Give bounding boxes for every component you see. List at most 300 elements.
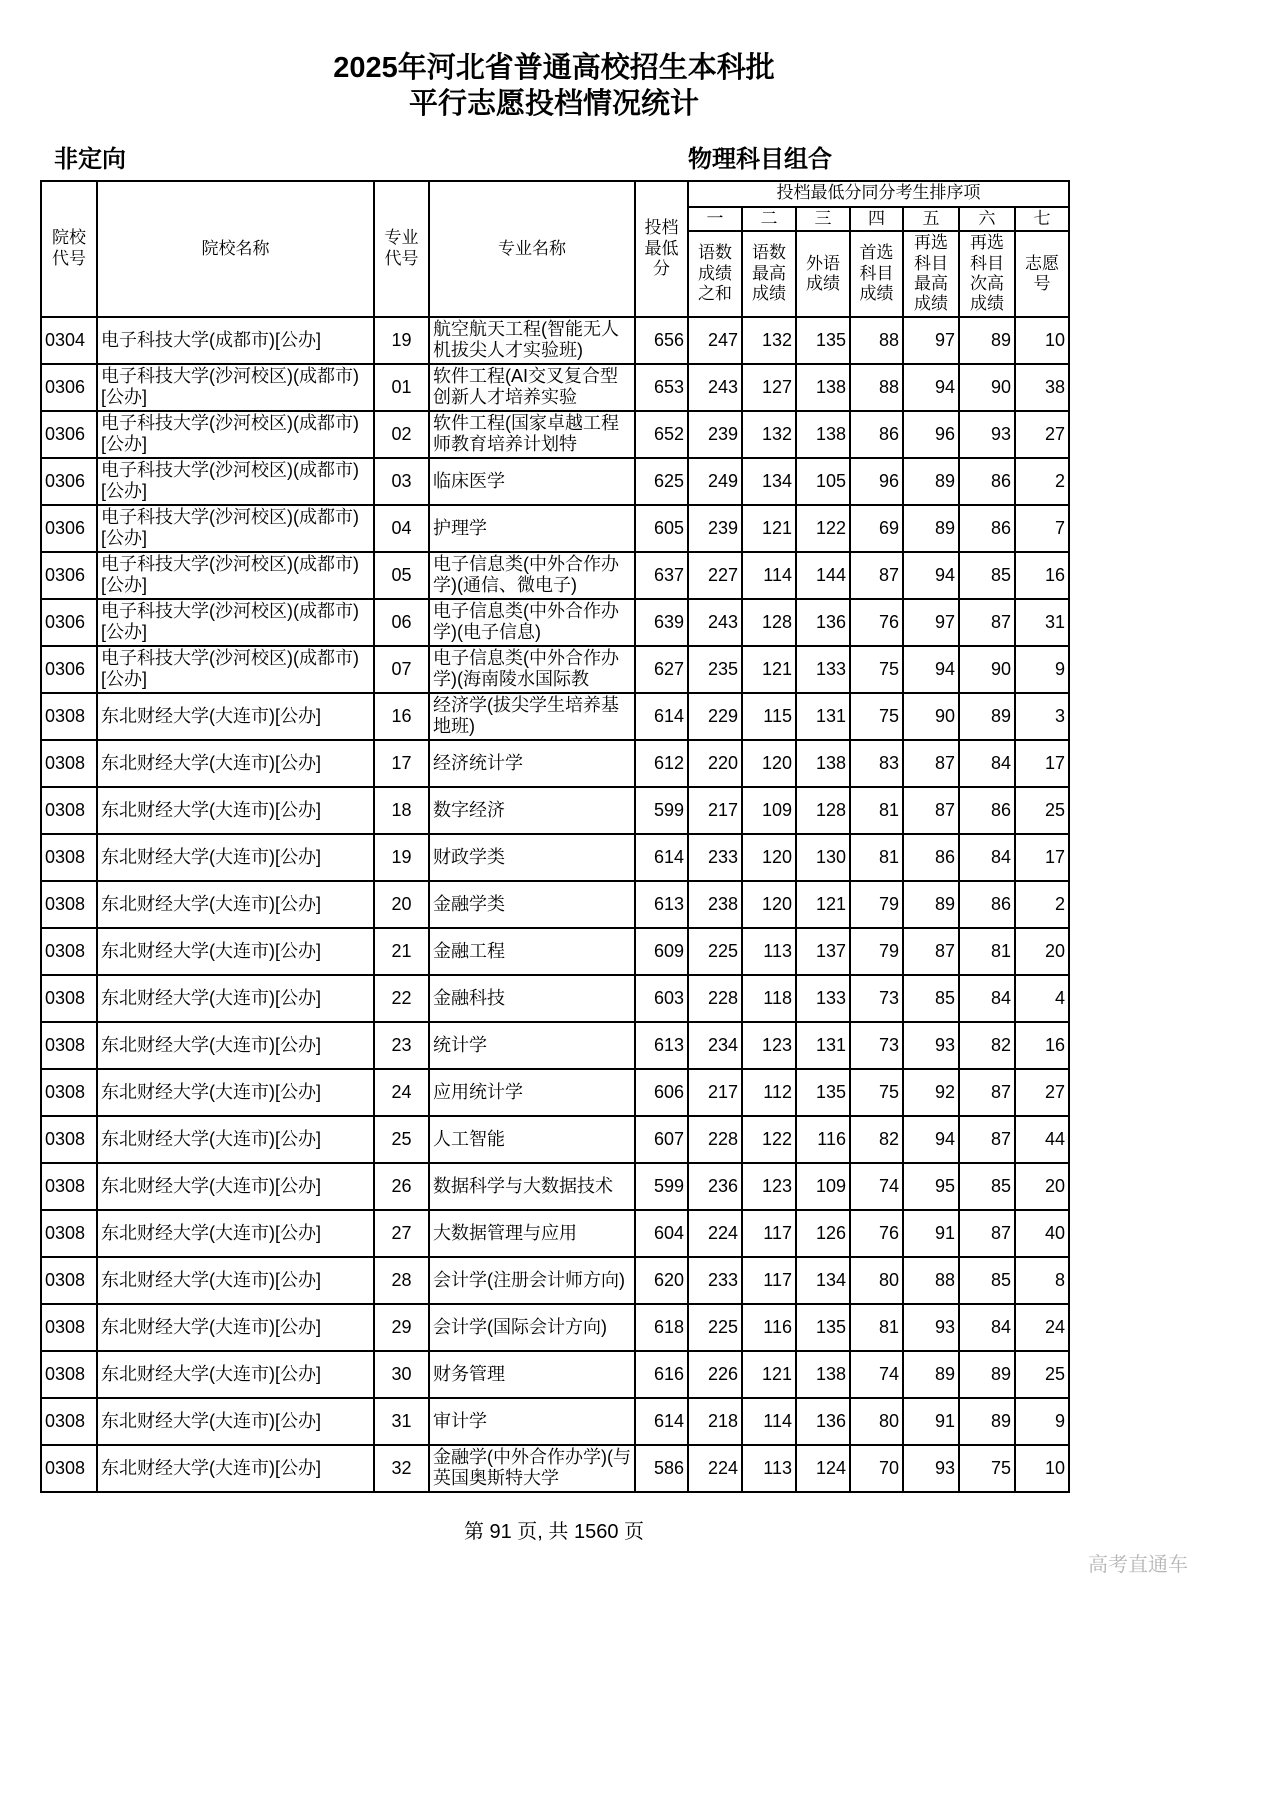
header-tiebreak-label-1: 语数成绩之和 bbox=[688, 231, 742, 317]
tiebreak-reselect-second-cell: 81 bbox=[959, 928, 1015, 975]
college-code-cell: 0308 bbox=[41, 1398, 97, 1445]
college-name-cell: 东北财经大学(大连市)[公办] bbox=[97, 1445, 374, 1492]
min-score-cell: 604 bbox=[635, 1210, 688, 1257]
tiebreak-foreign-lang-cell: 124 bbox=[796, 1445, 850, 1492]
tiebreak-reselect-max-cell: 96 bbox=[903, 411, 959, 458]
major-code-cell: 26 bbox=[374, 1163, 429, 1210]
tiebreak-max-cn-math-cell: 109 bbox=[742, 787, 796, 834]
tiebreak-reselect-max-cell: 93 bbox=[903, 1304, 959, 1351]
min-score-cell: 613 bbox=[635, 881, 688, 928]
college-code-cell: 0308 bbox=[41, 834, 97, 881]
table-row bbox=[41, 364, 1069, 411]
tiebreak-sum-cn-math-cell: 225 bbox=[688, 1304, 742, 1351]
volunteer-number-cell: 7 bbox=[1015, 505, 1069, 552]
section-label-physics-combo: 物理科目组合 bbox=[688, 145, 832, 173]
tiebreak-sum-cn-math-cell: 228 bbox=[688, 1116, 742, 1163]
major-name-cell: 数据科学与大数据技术 bbox=[429, 1163, 635, 1210]
min-score-cell: 599 bbox=[635, 787, 688, 834]
tiebreak-foreign-lang-cell: 136 bbox=[796, 1398, 850, 1445]
major-code-cell: 21 bbox=[374, 928, 429, 975]
major-name-cell: 财务管理 bbox=[429, 1351, 635, 1398]
college-code-cell: 0308 bbox=[41, 1116, 97, 1163]
min-score-cell: 656 bbox=[635, 317, 688, 364]
tiebreak-max-cn-math-cell: 112 bbox=[742, 1069, 796, 1116]
major-name-cell: 审计学 bbox=[429, 1398, 635, 1445]
tiebreak-foreign-lang-cell: 126 bbox=[796, 1210, 850, 1257]
volunteer-number-cell: 17 bbox=[1015, 834, 1069, 881]
tiebreak-first-subject-cell: 81 bbox=[850, 787, 903, 834]
min-score-cell: 614 bbox=[635, 693, 688, 740]
section-label-nondirectional: 非定向 bbox=[54, 145, 126, 173]
tiebreak-first-subject-cell: 76 bbox=[850, 1210, 903, 1257]
tiebreak-reselect-second-cell: 89 bbox=[959, 693, 1015, 740]
college-name-cell: 电子科技大学(沙河校区)(成都市)[公办] bbox=[97, 646, 374, 693]
tiebreak-first-subject-cell: 75 bbox=[850, 693, 903, 740]
header-tiebreak-number-1: 一 bbox=[688, 207, 742, 231]
tiebreak-sum-cn-math-cell: 247 bbox=[688, 317, 742, 364]
table-row bbox=[41, 787, 1069, 834]
tiebreak-reselect-max-cell: 87 bbox=[903, 787, 959, 834]
major-code-cell: 07 bbox=[374, 646, 429, 693]
tiebreak-sum-cn-math-cell: 249 bbox=[688, 458, 742, 505]
tiebreak-first-subject-cell: 83 bbox=[850, 740, 903, 787]
major-code-cell: 20 bbox=[374, 881, 429, 928]
tiebreak-reselect-max-cell: 87 bbox=[903, 928, 959, 975]
volunteer-number-cell: 20 bbox=[1015, 1163, 1069, 1210]
tiebreak-reselect-max-cell: 85 bbox=[903, 975, 959, 1022]
tiebreak-max-cn-math-cell: 132 bbox=[742, 317, 796, 364]
tiebreak-foreign-lang-cell: 121 bbox=[796, 881, 850, 928]
tiebreak-sum-cn-math-cell: 235 bbox=[688, 646, 742, 693]
min-score-cell: 625 bbox=[635, 458, 688, 505]
college-name-cell: 电子科技大学(沙河校区)(成都市)[公办] bbox=[97, 364, 374, 411]
tiebreak-sum-cn-math-cell: 228 bbox=[688, 975, 742, 1022]
college-name-cell: 东北财经大学(大连市)[公办] bbox=[97, 1163, 374, 1210]
min-score-cell: 653 bbox=[635, 364, 688, 411]
tiebreak-max-cn-math-cell: 116 bbox=[742, 1304, 796, 1351]
college-code-cell: 0306 bbox=[41, 411, 97, 458]
college-name-cell: 电子科技大学(沙河校区)(成都市)[公办] bbox=[97, 552, 374, 599]
college-code-cell: 0306 bbox=[41, 364, 97, 411]
volunteer-number-cell: 2 bbox=[1015, 881, 1069, 928]
tiebreak-reselect-second-cell: 82 bbox=[959, 1022, 1015, 1069]
tiebreak-reselect-second-cell: 93 bbox=[959, 411, 1015, 458]
tiebreak-sum-cn-math-cell: 218 bbox=[688, 1398, 742, 1445]
tiebreak-reselect-max-cell: 94 bbox=[903, 552, 959, 599]
min-score-cell: 613 bbox=[635, 1022, 688, 1069]
watermark: 高考直通车 bbox=[1088, 1554, 1188, 1576]
tiebreak-first-subject-cell: 75 bbox=[850, 1069, 903, 1116]
tiebreak-foreign-lang-cell: 137 bbox=[796, 928, 850, 975]
volunteer-number-cell: 31 bbox=[1015, 599, 1069, 646]
tiebreak-first-subject-cell: 79 bbox=[850, 928, 903, 975]
table-row bbox=[41, 1257, 1069, 1304]
table-row bbox=[41, 928, 1069, 975]
tiebreak-max-cn-math-cell: 117 bbox=[742, 1210, 796, 1257]
college-name-cell: 东北财经大学(大连市)[公办] bbox=[97, 834, 374, 881]
major-code-cell: 06 bbox=[374, 599, 429, 646]
college-code-cell: 0308 bbox=[41, 1351, 97, 1398]
major-code-cell: 19 bbox=[374, 834, 429, 881]
tiebreak-first-subject-cell: 76 bbox=[850, 599, 903, 646]
header-tiebreak-number-6: 六 bbox=[959, 207, 1015, 231]
tiebreak-reselect-second-cell: 84 bbox=[959, 740, 1015, 787]
tiebreak-foreign-lang-cell: 131 bbox=[796, 693, 850, 740]
page-title-line1: 2025年河北省普通高校招生本科批 bbox=[333, 52, 775, 84]
major-code-cell: 19 bbox=[374, 317, 429, 364]
tiebreak-reselect-max-cell: 89 bbox=[903, 458, 959, 505]
table-row bbox=[41, 1398, 1069, 1445]
header-major-code: 专业代号 bbox=[374, 181, 429, 317]
page-title-line2: 平行志愿投档情况统计 bbox=[408, 88, 699, 121]
college-name-cell: 电子科技大学(沙河校区)(成都市)[公办] bbox=[97, 458, 374, 505]
tiebreak-max-cn-math-cell: 120 bbox=[742, 834, 796, 881]
page-number-info: 第 91 页, 共 1560 页 bbox=[463, 1520, 645, 1543]
college-code-cell: 0308 bbox=[41, 1069, 97, 1116]
header-tiebreak-label-3: 外语成绩 bbox=[796, 231, 850, 317]
tiebreak-foreign-lang-cell: 122 bbox=[796, 505, 850, 552]
tiebreak-first-subject-cell: 75 bbox=[850, 646, 903, 693]
volunteer-number-cell: 25 bbox=[1015, 787, 1069, 834]
college-code-cell: 0306 bbox=[41, 505, 97, 552]
tiebreak-max-cn-math-cell: 115 bbox=[742, 693, 796, 740]
volunteer-number-cell: 24 bbox=[1015, 1304, 1069, 1351]
major-name-cell: 财政学类 bbox=[429, 834, 635, 881]
tiebreak-reselect-second-cell: 90 bbox=[959, 364, 1015, 411]
tiebreak-reselect-max-cell: 89 bbox=[903, 881, 959, 928]
tiebreak-reselect-max-cell: 89 bbox=[903, 1351, 959, 1398]
tiebreak-foreign-lang-cell: 128 bbox=[796, 787, 850, 834]
tiebreak-reselect-max-cell: 87 bbox=[903, 740, 959, 787]
college-code-cell: 0304 bbox=[41, 317, 97, 364]
college-name-cell: 东北财经大学(大连市)[公办] bbox=[97, 693, 374, 740]
tiebreak-max-cn-math-cell: 134 bbox=[742, 458, 796, 505]
tiebreak-max-cn-math-cell: 123 bbox=[742, 1163, 796, 1210]
college-code-cell: 0308 bbox=[41, 693, 97, 740]
major-code-cell: 16 bbox=[374, 693, 429, 740]
table-row bbox=[41, 505, 1069, 552]
college-code-cell: 0308 bbox=[41, 928, 97, 975]
tiebreak-sum-cn-math-cell: 239 bbox=[688, 411, 742, 458]
table-row bbox=[41, 599, 1069, 646]
tiebreak-reselect-second-cell: 86 bbox=[959, 505, 1015, 552]
college-name-cell: 东北财经大学(大连市)[公办] bbox=[97, 1257, 374, 1304]
header-tiebreak-number-7: 七 bbox=[1015, 207, 1069, 231]
major-code-cell: 18 bbox=[374, 787, 429, 834]
tiebreak-sum-cn-math-cell: 234 bbox=[688, 1022, 742, 1069]
tiebreak-sum-cn-math-cell: 217 bbox=[688, 787, 742, 834]
header-tiebreak-label-7: 志愿号 bbox=[1015, 231, 1069, 317]
major-code-cell: 23 bbox=[374, 1022, 429, 1069]
header-tiebreak-number-5: 五 bbox=[903, 207, 959, 231]
volunteer-number-cell: 17 bbox=[1015, 740, 1069, 787]
college-name-cell: 东北财经大学(大连市)[公办] bbox=[97, 881, 374, 928]
major-code-cell: 03 bbox=[374, 458, 429, 505]
tiebreak-first-subject-cell: 81 bbox=[850, 1304, 903, 1351]
table-row bbox=[41, 411, 1069, 458]
college-name-cell: 电子科技大学(沙河校区)(成都市)[公办] bbox=[97, 411, 374, 458]
tiebreak-foreign-lang-cell: 116 bbox=[796, 1116, 850, 1163]
major-code-cell: 01 bbox=[374, 364, 429, 411]
major-code-cell: 17 bbox=[374, 740, 429, 787]
tiebreak-foreign-lang-cell: 133 bbox=[796, 975, 850, 1022]
table-row bbox=[41, 693, 1069, 740]
min-score-cell: 606 bbox=[635, 1069, 688, 1116]
header-tiebreak-group: 投档最低分同分考生排序项 bbox=[688, 181, 1069, 207]
college-code-cell: 0308 bbox=[41, 1022, 97, 1069]
college-code-cell: 0308 bbox=[41, 1445, 97, 1492]
tiebreak-reselect-second-cell: 85 bbox=[959, 1257, 1015, 1304]
college-name-cell: 东北财经大学(大连市)[公办] bbox=[97, 1210, 374, 1257]
volunteer-number-cell: 9 bbox=[1015, 1398, 1069, 1445]
header-tiebreak-label-5: 再选科目最高成绩 bbox=[903, 231, 959, 317]
college-code-cell: 0308 bbox=[41, 740, 97, 787]
major-name-cell: 金融学类 bbox=[429, 881, 635, 928]
volunteer-number-cell: 27 bbox=[1015, 1069, 1069, 1116]
tiebreak-max-cn-math-cell: 121 bbox=[742, 505, 796, 552]
tiebreak-first-subject-cell: 88 bbox=[850, 364, 903, 411]
tiebreak-reselect-max-cell: 91 bbox=[903, 1398, 959, 1445]
table-row bbox=[41, 1445, 1069, 1492]
tiebreak-reselect-second-cell: 86 bbox=[959, 881, 1015, 928]
tiebreak-max-cn-math-cell: 118 bbox=[742, 975, 796, 1022]
header-tiebreak-number-3: 三 bbox=[796, 207, 850, 231]
tiebreak-foreign-lang-cell: 138 bbox=[796, 740, 850, 787]
major-code-cell: 31 bbox=[374, 1398, 429, 1445]
college-code-cell: 0308 bbox=[41, 787, 97, 834]
tiebreak-reselect-second-cell: 89 bbox=[959, 1351, 1015, 1398]
tiebreak-sum-cn-math-cell: 236 bbox=[688, 1163, 742, 1210]
tiebreak-first-subject-cell: 88 bbox=[850, 317, 903, 364]
tiebreak-foreign-lang-cell: 138 bbox=[796, 1351, 850, 1398]
tiebreak-reselect-max-cell: 90 bbox=[903, 693, 959, 740]
tiebreak-reselect-second-cell: 84 bbox=[959, 975, 1015, 1022]
header-college-code: 院校代号 bbox=[41, 181, 97, 317]
tiebreak-sum-cn-math-cell: 238 bbox=[688, 881, 742, 928]
tiebreak-max-cn-math-cell: 121 bbox=[742, 1351, 796, 1398]
min-score-cell: 603 bbox=[635, 975, 688, 1022]
college-code-cell: 0306 bbox=[41, 458, 97, 505]
table-row bbox=[41, 317, 1069, 364]
major-name-cell: 人工智能 bbox=[429, 1116, 635, 1163]
major-name-cell: 会计学(国际会计方向) bbox=[429, 1304, 635, 1351]
tiebreak-reselect-second-cell: 86 bbox=[959, 787, 1015, 834]
min-score-cell: 616 bbox=[635, 1351, 688, 1398]
tiebreak-foreign-lang-cell: 135 bbox=[796, 317, 850, 364]
table-row bbox=[41, 1210, 1069, 1257]
tiebreak-reselect-second-cell: 75 bbox=[959, 1445, 1015, 1492]
volunteer-number-cell: 44 bbox=[1015, 1116, 1069, 1163]
tiebreak-sum-cn-math-cell: 220 bbox=[688, 740, 742, 787]
tiebreak-foreign-lang-cell: 134 bbox=[796, 1257, 850, 1304]
table-body bbox=[41, 317, 1069, 1492]
tiebreak-sum-cn-math-cell: 227 bbox=[688, 552, 742, 599]
tiebreak-foreign-lang-cell: 138 bbox=[796, 411, 850, 458]
tiebreak-first-subject-cell: 74 bbox=[850, 1163, 903, 1210]
tiebreak-reselect-max-cell: 93 bbox=[903, 1445, 959, 1492]
college-code-cell: 0308 bbox=[41, 1163, 97, 1210]
major-code-cell: 25 bbox=[374, 1116, 429, 1163]
volunteer-number-cell: 2 bbox=[1015, 458, 1069, 505]
volunteer-number-cell: 27 bbox=[1015, 411, 1069, 458]
header-tiebreak-label-4: 首选科目成绩 bbox=[850, 231, 903, 317]
college-name-cell: 电子科技大学(成都市)[公办] bbox=[97, 317, 374, 364]
college-name-cell: 东北财经大学(大连市)[公办] bbox=[97, 1398, 374, 1445]
tiebreak-reselect-max-cell: 91 bbox=[903, 1210, 959, 1257]
tiebreak-first-subject-cell: 73 bbox=[850, 975, 903, 1022]
tiebreak-sum-cn-math-cell: 229 bbox=[688, 693, 742, 740]
major-name-cell: 软件工程(国家卓越工程师教育培养计划特 bbox=[429, 411, 635, 458]
tiebreak-max-cn-math-cell: 114 bbox=[742, 552, 796, 599]
major-code-cell: 24 bbox=[374, 1069, 429, 1116]
major-name-cell: 电子信息类(中外合作办学)(电子信息) bbox=[429, 599, 635, 646]
tiebreak-reselect-second-cell: 87 bbox=[959, 1069, 1015, 1116]
header-tiebreak-number-2: 二 bbox=[742, 207, 796, 231]
min-score-cell: 614 bbox=[635, 1398, 688, 1445]
college-name-cell: 东北财经大学(大连市)[公办] bbox=[97, 975, 374, 1022]
tiebreak-first-subject-cell: 80 bbox=[850, 1257, 903, 1304]
tiebreak-sum-cn-math-cell: 233 bbox=[688, 834, 742, 881]
header-major-name: 专业名称 bbox=[429, 181, 635, 317]
tiebreak-foreign-lang-cell: 136 bbox=[796, 599, 850, 646]
tiebreak-max-cn-math-cell: 122 bbox=[742, 1116, 796, 1163]
college-code-cell: 0306 bbox=[41, 599, 97, 646]
volunteer-number-cell: 9 bbox=[1015, 646, 1069, 693]
tiebreak-first-subject-cell: 73 bbox=[850, 1022, 903, 1069]
table-row bbox=[41, 881, 1069, 928]
college-name-cell: 东北财经大学(大连市)[公办] bbox=[97, 1022, 374, 1069]
tiebreak-reselect-second-cell: 87 bbox=[959, 599, 1015, 646]
tiebreak-reselect-second-cell: 90 bbox=[959, 646, 1015, 693]
volunteer-number-cell: 20 bbox=[1015, 928, 1069, 975]
min-score-cell: 607 bbox=[635, 1116, 688, 1163]
tiebreak-max-cn-math-cell: 114 bbox=[742, 1398, 796, 1445]
college-name-cell: 东北财经大学(大连市)[公办] bbox=[97, 1116, 374, 1163]
college-code-cell: 0306 bbox=[41, 646, 97, 693]
major-code-cell: 27 bbox=[374, 1210, 429, 1257]
tiebreak-reselect-second-cell: 89 bbox=[959, 317, 1015, 364]
tiebreak-max-cn-math-cell: 117 bbox=[742, 1257, 796, 1304]
tiebreak-reselect-max-cell: 94 bbox=[903, 364, 959, 411]
tiebreak-reselect-max-cell: 97 bbox=[903, 317, 959, 364]
header-row-group bbox=[41, 181, 1069, 207]
major-name-cell: 金融学(中外合作办学)(与英国奥斯特大学 bbox=[429, 1445, 635, 1492]
major-code-cell: 02 bbox=[374, 411, 429, 458]
college-name-cell: 东北财经大学(大连市)[公办] bbox=[97, 787, 374, 834]
table-row bbox=[41, 1351, 1069, 1398]
volunteer-number-cell: 40 bbox=[1015, 1210, 1069, 1257]
tiebreak-foreign-lang-cell: 131 bbox=[796, 1022, 850, 1069]
major-name-cell: 金融科技 bbox=[429, 975, 635, 1022]
tiebreak-reselect-max-cell: 95 bbox=[903, 1163, 959, 1210]
volunteer-number-cell: 25 bbox=[1015, 1351, 1069, 1398]
tiebreak-reselect-max-cell: 92 bbox=[903, 1069, 959, 1116]
table-row bbox=[41, 1022, 1069, 1069]
major-name-cell: 统计学 bbox=[429, 1022, 635, 1069]
tiebreak-max-cn-math-cell: 113 bbox=[742, 1445, 796, 1492]
tiebreak-reselect-max-cell: 97 bbox=[903, 599, 959, 646]
college-code-cell: 0308 bbox=[41, 881, 97, 928]
tiebreak-sum-cn-math-cell: 243 bbox=[688, 599, 742, 646]
tiebreak-foreign-lang-cell: 109 bbox=[796, 1163, 850, 1210]
tiebreak-first-subject-cell: 79 bbox=[850, 881, 903, 928]
major-name-cell: 软件工程(AI交叉复合型创新人才培养实验 bbox=[429, 364, 635, 411]
tiebreak-reselect-max-cell: 94 bbox=[903, 1116, 959, 1163]
min-score-cell: 609 bbox=[635, 928, 688, 975]
volunteer-number-cell: 8 bbox=[1015, 1257, 1069, 1304]
major-name-cell: 金融工程 bbox=[429, 928, 635, 975]
min-score-cell: 639 bbox=[635, 599, 688, 646]
major-code-cell: 05 bbox=[374, 552, 429, 599]
min-score-cell: 599 bbox=[635, 1163, 688, 1210]
volunteer-number-cell: 4 bbox=[1015, 975, 1069, 1022]
tiebreak-foreign-lang-cell: 138 bbox=[796, 364, 850, 411]
tiebreak-foreign-lang-cell: 133 bbox=[796, 646, 850, 693]
tiebreak-sum-cn-math-cell: 224 bbox=[688, 1445, 742, 1492]
college-name-cell: 电子科技大学(沙河校区)(成都市)[公办] bbox=[97, 599, 374, 646]
page-title bbox=[40, 50, 1068, 123]
table-row bbox=[41, 975, 1069, 1022]
table-row bbox=[41, 552, 1069, 599]
tiebreak-first-subject-cell: 80 bbox=[850, 1398, 903, 1445]
college-name-cell: 东北财经大学(大连市)[公办] bbox=[97, 1304, 374, 1351]
major-name-cell: 航空航天工程(智能无人机拔尖人才实验班) bbox=[429, 317, 635, 364]
major-code-cell: 28 bbox=[374, 1257, 429, 1304]
tiebreak-sum-cn-math-cell: 224 bbox=[688, 1210, 742, 1257]
major-code-cell: 30 bbox=[374, 1351, 429, 1398]
tiebreak-sum-cn-math-cell: 233 bbox=[688, 1257, 742, 1304]
min-score-cell: 618 bbox=[635, 1304, 688, 1351]
volunteer-number-cell: 16 bbox=[1015, 552, 1069, 599]
header-min-score: 投档最低分 bbox=[635, 181, 688, 317]
tiebreak-reselect-max-cell: 93 bbox=[903, 1022, 959, 1069]
tiebreak-first-subject-cell: 96 bbox=[850, 458, 903, 505]
table-row bbox=[41, 1304, 1069, 1351]
tiebreak-foreign-lang-cell: 135 bbox=[796, 1304, 850, 1351]
tiebreak-first-subject-cell: 82 bbox=[850, 1116, 903, 1163]
college-name-cell: 东北财经大学(大连市)[公办] bbox=[97, 928, 374, 975]
tiebreak-reselect-second-cell: 86 bbox=[959, 458, 1015, 505]
tiebreak-reselect-max-cell: 88 bbox=[903, 1257, 959, 1304]
table-row bbox=[41, 646, 1069, 693]
tiebreak-reselect-max-cell: 89 bbox=[903, 505, 959, 552]
min-score-cell: 637 bbox=[635, 552, 688, 599]
volunteer-number-cell: 10 bbox=[1015, 1445, 1069, 1492]
college-code-cell: 0308 bbox=[41, 975, 97, 1022]
tiebreak-max-cn-math-cell: 113 bbox=[742, 928, 796, 975]
min-score-cell: 627 bbox=[635, 646, 688, 693]
header-college-name: 院校名称 bbox=[97, 181, 374, 317]
tiebreak-first-subject-cell: 69 bbox=[850, 505, 903, 552]
major-name-cell: 数字经济 bbox=[429, 787, 635, 834]
min-score-cell: 586 bbox=[635, 1445, 688, 1492]
tiebreak-sum-cn-math-cell: 217 bbox=[688, 1069, 742, 1116]
major-name-cell: 经济学(拔尖学生培养基地班) bbox=[429, 693, 635, 740]
college-code-cell: 0308 bbox=[41, 1210, 97, 1257]
table-row bbox=[41, 1116, 1069, 1163]
tiebreak-foreign-lang-cell: 105 bbox=[796, 458, 850, 505]
table-row bbox=[41, 834, 1069, 881]
table-row bbox=[41, 1163, 1069, 1210]
volunteer-number-cell: 10 bbox=[1015, 317, 1069, 364]
table-row bbox=[41, 458, 1069, 505]
tiebreak-reselect-second-cell: 87 bbox=[959, 1116, 1015, 1163]
document-page bbox=[40, 0, 1068, 1544]
admission-table bbox=[40, 180, 1070, 1493]
tiebreak-max-cn-math-cell: 121 bbox=[742, 646, 796, 693]
header-tiebreak-label-6: 再选科目次高成绩 bbox=[959, 231, 1015, 317]
tiebreak-foreign-lang-cell: 130 bbox=[796, 834, 850, 881]
